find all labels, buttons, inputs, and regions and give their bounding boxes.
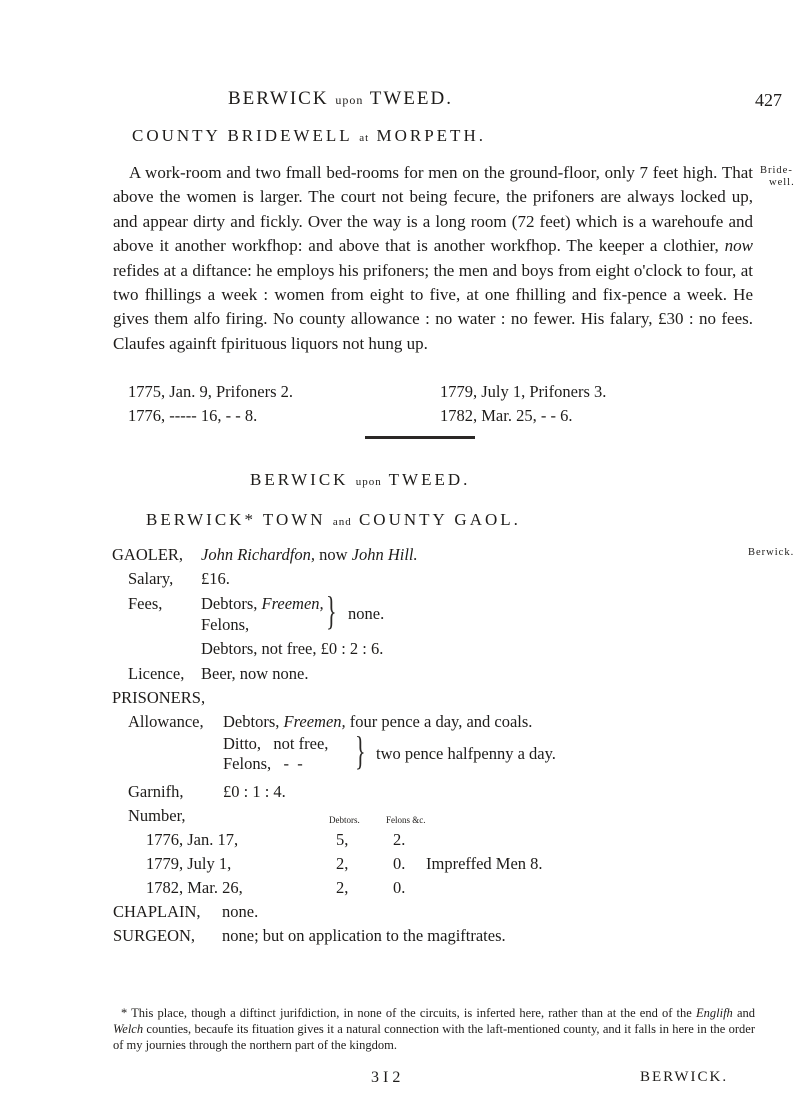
number-row-2-felons: 0. <box>393 854 406 873</box>
bridewell-row-1-left: 1775, Jan. 9, Prifoners 2. <box>128 382 293 401</box>
running-head <box>228 88 453 110</box>
footnote <box>113 1005 755 1053</box>
fees-debtors: Debtors, <box>201 594 258 613</box>
gaoler-value <box>201 545 418 565</box>
licence-label: Licence, <box>128 664 185 683</box>
salary-label: Salary, <box>128 569 174 588</box>
footnote-welch: Welch <box>113 1022 144 1036</box>
paragraph-now: now <box>724 236 754 256</box>
fees-label: Fees, <box>128 594 163 613</box>
number-row-3-date: 1782, Mar. 26, <box>146 878 243 897</box>
licence-value: Beer, now none. <box>201 664 309 683</box>
number-row-1-debtors: 5, <box>336 830 349 849</box>
fees-felons: Felons, <box>201 615 250 634</box>
bridewell-row-2-right: 1782, Mar. 25, - - 6. <box>440 406 573 425</box>
catchword: BERWICK. <box>640 1069 729 1085</box>
bridewell-row-2-left: 1776, ----- 16, - - 8. <box>128 406 258 425</box>
running-head-upon: upon <box>335 93 364 107</box>
column-header-debtors: Debtors. <box>329 815 360 825</box>
allowance-ditto: Ditto, not free, <box>223 734 329 753</box>
running-head-berwick: BERWICK <box>228 88 329 109</box>
garnish-value: £0 : 1 : 4. <box>223 782 286 801</box>
surgeon-label: SURGEON, <box>113 926 196 945</box>
salary-value: £16. <box>201 569 230 588</box>
fees-none: none. <box>348 604 385 623</box>
bridewell-row-1-right: 1779, July 1, Prifoners 3. <box>440 382 607 401</box>
allowance-value <box>223 712 532 732</box>
bridewell-paragraph <box>113 161 753 356</box>
number-row-1-felons: 2. <box>393 830 406 849</box>
berwick-heading-a: BERWICK <box>250 470 349 489</box>
berwick-heading <box>250 470 470 490</box>
bridewell-title-a: COUNTY BRIDEWELL <box>132 126 353 145</box>
footnote-part1: * This place, though a diftinct jurifdiction, in none of the circuits, is inferted here, rather than at the end of the <box>121 1006 692 1020</box>
fees-debtors-line <box>201 594 324 614</box>
number-row-3-debtors: 2, <box>336 878 349 897</box>
number-row-3-felons: 0. <box>393 878 406 897</box>
page-number: 427 <box>755 90 782 110</box>
number-row-2-date: 1779, July 1, <box>146 854 232 873</box>
footnote-and: and <box>736 1006 756 1020</box>
margin-note-bridewell <box>760 165 795 189</box>
chaplain-label: CHAPLAIN, <box>113 902 201 921</box>
allowance-label: Allowance, <box>128 712 204 731</box>
gaoler-label: GAOLER, <box>112 545 184 564</box>
fees-brace: } <box>326 588 337 633</box>
bridewell-title-c: MORPETH. <box>376 126 486 145</box>
prisoners-label: PRISONERS, <box>112 688 206 707</box>
surgeon-value: none; but on application to the magiftrates. <box>222 926 506 945</box>
gaoler-name-a: John Richardfon, <box>201 545 315 564</box>
berwick-subtitle-a: BERWICK* TOWN <box>146 510 326 529</box>
berwick-subtitle <box>146 510 521 530</box>
signature-mark: 3 I 2 <box>371 1069 401 1086</box>
chaplain-value: none. <box>222 902 259 921</box>
section-rule <box>365 436 475 439</box>
fees-not-free: Debtors, not free, £0 : 2 : 6. <box>201 639 384 658</box>
number-label: Number, <box>128 806 186 825</box>
garnish-label: Garnifh, <box>128 782 184 801</box>
allowance-brace: } <box>355 728 366 773</box>
bridewell-title <box>132 126 486 146</box>
footnote-english: Englifh <box>695 1006 733 1020</box>
paragraph-text-a: A work-room and two fmall bed-rooms for men on the ground-floor, only 7 feet high. That above the women is larger. The court not being fecure, the prifoners are always locked up, and appear dirty and fickly. Over the way is a long room (72 feet) which is a warehoufe and above it another workfhop: and above that is another workfhop. The keeper a clothier, <box>113 163 753 256</box>
fees-freemen: Freemen, <box>261 594 324 613</box>
number-row-1-date: 1776, Jan. 17, <box>146 830 239 849</box>
number-row-2-debtors: 2, <box>336 854 349 873</box>
allowance-debtors: Debtors, <box>223 712 280 731</box>
paragraph-text-b: refides at a diftance: he employs his prifoners; the men and boys from eight o'clock to four, at two fhillings a week : women from eight to five, at one fhilling and fix-pence a week. He gives them alfo firing. No county allowance : no water : no fewer. His falary, £30 : no fees. Claufes againft fpirituous liquors not hung up. <box>113 260 753 353</box>
margin-note-bridewell-line1: Bride- <box>760 165 793 176</box>
bridewell-title-at: at <box>359 132 370 144</box>
margin-note-bridewell-line2: well. <box>769 177 795 188</box>
margin-note-berwick: Berwick. <box>748 547 795 558</box>
allowance-felons: Felons, - - <box>223 754 303 773</box>
berwick-subtitle-and: and <box>332 516 352 528</box>
berwick-heading-c: TWEED. <box>388 470 471 489</box>
running-head-tweed: TWEED. <box>369 88 453 109</box>
footnote-part2: counties, becaufe its fituation gives it a natural connection with the laft-mentioned county, and it falls in here in the order of my journies through the northern part of the kingdom. <box>113 1022 756 1052</box>
berwick-subtitle-c: COUNTY GAOL. <box>358 510 521 529</box>
allowance-freemen: Freemen, <box>283 712 346 731</box>
column-header-felons: Felons &c. <box>386 815 426 825</box>
gaoler-now: now <box>319 545 348 564</box>
berwick-heading-upon: upon <box>355 476 382 488</box>
allowance-rate: four pence a day, and coals. <box>349 712 533 731</box>
gaoler-name-b: John Hill. <box>351 545 418 564</box>
number-row-2-note: Impreffed Men 8. <box>426 854 543 873</box>
allowance-two-pence: two pence halfpenny a day. <box>376 744 556 763</box>
